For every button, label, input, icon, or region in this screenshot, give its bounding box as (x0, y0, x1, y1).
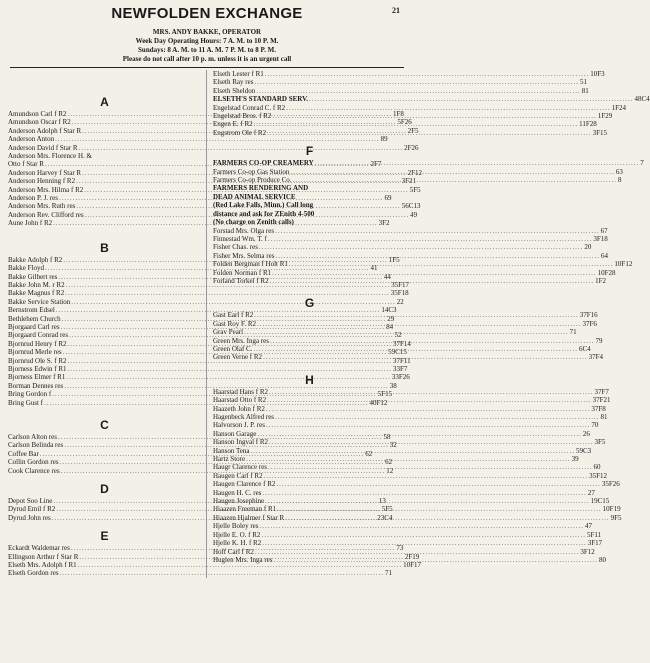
phone-number: 6C4 (578, 344, 591, 353)
listing-name: Farmers Co-op Gas Station (213, 167, 290, 176)
listing-name: Collin Gordon res (8, 458, 59, 467)
leader-dots (315, 159, 640, 167)
listing-name: Hiaazen Hjalmer f Star R (213, 513, 285, 522)
sunday-hours: Sundays: 8 A. M. to 11 A. M. 7 P. M. to 8 P. M. (138, 46, 276, 54)
listing-name: Bjorness Edwin f R1 (8, 364, 67, 373)
phone-number: 79 (595, 336, 603, 345)
listing-name: Finnestad Wm. T. f (213, 234, 267, 243)
listing-name: Green Olaf C. (213, 344, 253, 353)
listing-row (213, 226, 608, 235)
phone-number: 49 (410, 210, 418, 219)
leader-dots (265, 497, 590, 505)
listing-name: Otto f Star R (8, 160, 44, 169)
phone-number: 3F18 (593, 234, 608, 243)
phone-number: 2F19 (404, 552, 420, 561)
listing-name: Bjorness Elmer f R1 (8, 373, 66, 382)
leader-dots (276, 480, 601, 488)
leader-dots (268, 235, 593, 243)
listing-name: Cook Clarence res (8, 466, 60, 475)
leader-dots (257, 430, 582, 438)
exchange-title: NEWFOLDEN EXCHANGE (111, 5, 303, 22)
listing-row (213, 539, 603, 548)
leader-dots (251, 447, 576, 455)
listing-name: Bjornrud Merle res (8, 348, 62, 357)
listing-name: Haarstad Hans f R2 (213, 387, 269, 396)
leader-dots (272, 269, 597, 277)
listing-row (213, 251, 608, 260)
leader-dots (267, 126, 592, 137)
listing-name: Anderson Mrs. Florence H. & (8, 152, 92, 161)
listing-name: Anderson Harvey f Star R (8, 168, 82, 177)
listing-row (8, 289, 409, 298)
listing-name: Fisher Mrs. Selma res (213, 251, 275, 260)
listing-name: Bakke Adolph f R2 (8, 255, 63, 264)
listing-name: Carlson Alton res (8, 433, 57, 441)
section-letter-h: H (305, 372, 314, 387)
weekday-hours: Week Day Operating Hours: 7 A. M. to 10 P. M. (135, 37, 279, 45)
listing-name: Engelstad Conrad C. f R2 (213, 103, 286, 112)
phone-number: 38 (389, 381, 397, 390)
phone-number: 3F12 (580, 547, 595, 556)
phone-number: 2F7 (370, 160, 382, 169)
leader-dots (254, 311, 579, 319)
listing-row (8, 561, 422, 570)
phone-number: 10F3 (590, 70, 605, 78)
phone-number: 67 (600, 226, 608, 235)
leader-dots (309, 95, 634, 103)
phone-number: 64 (600, 251, 608, 260)
listing-name: Hartz Store (213, 455, 246, 464)
listing-row (8, 381, 397, 390)
phone-number: 32 (389, 441, 397, 450)
leader-dots (266, 405, 591, 413)
listing-name: Elseth Lester f R1 (213, 70, 264, 78)
phone-number: 37F14 (393, 339, 411, 348)
leader-dots (246, 455, 571, 463)
listing-name: Depot Soo Line (8, 497, 53, 506)
page-header (8, 4, 406, 24)
leader-dots (267, 396, 592, 404)
listing-name: Folden Bergman f Holt R1 (213, 260, 288, 269)
leader-dots (293, 176, 618, 184)
page-number: 21 (392, 6, 400, 15)
leader-dots (272, 112, 597, 120)
phone-number: 37F4 (588, 353, 603, 362)
phone-number: 89 (380, 135, 388, 144)
listing-row (213, 455, 579, 464)
phone-number: 5F11 (586, 530, 602, 539)
leader-dots (244, 328, 569, 336)
section-letter-e: E (100, 529, 109, 544)
listing-name: Bakke Service Station (8, 297, 71, 306)
listing-name: Elseth Ray res (213, 78, 254, 87)
listing-name: Hjelle E. O. f R2 (213, 530, 261, 539)
leader-dots (257, 320, 582, 328)
phone-number: 12 (386, 466, 394, 475)
listing-name: Bakke Gilbert res (8, 272, 58, 281)
listing-row (213, 505, 621, 514)
phone-number: 1F8 (393, 110, 404, 118)
listing-name: Hiaazen Freeman f R1 (213, 505, 277, 514)
leader-dots (262, 489, 587, 497)
listing-row (213, 497, 610, 506)
listing-name: Elseth Gordon res (8, 569, 59, 578)
phone-number: 2F5 (407, 126, 419, 135)
call-notice: Please do not call after 10 p. m. unless it is an urgent call (122, 55, 292, 63)
phone-number: 80 (599, 555, 606, 564)
leader-dots (286, 104, 611, 112)
phone-number: 63 (615, 167, 623, 176)
leader-dots (259, 243, 584, 251)
phone-number: 5F26 (397, 118, 412, 127)
phone-number: 35F26 (601, 480, 620, 489)
listing-name: Folden Norman f R1 (213, 268, 272, 277)
leader-dots (289, 260, 614, 268)
listing-row (8, 297, 404, 306)
phone-number: 35F17 (391, 280, 409, 289)
listing-name: Anderson Mrs. Ruth res (8, 202, 76, 211)
phone-number: 69 (384, 194, 392, 203)
listing-row (8, 306, 397, 315)
section-letter-d: D (100, 482, 109, 497)
phone-number: 37F8 (591, 404, 606, 413)
phone-number: 51 (579, 78, 587, 87)
listing-row (213, 184, 406, 192)
listing-name: Haugen H. C. res (213, 488, 262, 497)
leader-dots (253, 345, 578, 353)
section-letter-a: A (100, 95, 109, 109)
phone-number: 3F17 (587, 539, 603, 548)
phone-number: 1F5 (388, 255, 400, 264)
listing-name: Haarstad Otto f R2 (213, 396, 267, 405)
listing-row (8, 143, 419, 152)
operator-name: MRS. ANDY BAKKE, OPERATOR (152, 28, 262, 36)
listing-row (213, 480, 620, 489)
phone-number: 5F5 (381, 505, 393, 514)
listing-name: Bakke John M. r R2 (8, 280, 65, 289)
listing-name: Carlson Belinda res (8, 441, 64, 450)
leader-dots (266, 421, 591, 429)
phone-number: 84 (386, 322, 394, 331)
listing-row (213, 396, 611, 405)
listing-name: Hanson Garage (213, 429, 257, 438)
listing-name: Anderson Adolph f Star R (8, 126, 82, 135)
leader-dots (256, 87, 581, 95)
listing-name: Haugen Josephine (213, 497, 265, 506)
leader-dots (285, 514, 610, 522)
listing-name: (No charge on Zenith calls) (213, 218, 294, 227)
phone-number: 10F28 (597, 268, 616, 277)
phone-number: 47 (585, 522, 592, 531)
phone-number: 1F24 (611, 103, 627, 112)
listing-name: Hagenbeck Alfred res (213, 413, 275, 421)
phone-number: 58 (383, 433, 391, 441)
listing-name: Bernstrom Edsel (8, 306, 55, 315)
listing-name: Hjelle K. H. f R2 (213, 539, 262, 548)
listing-row (213, 103, 627, 112)
listing-row (8, 569, 393, 578)
leader-dots (262, 539, 587, 547)
listing-name: Gast Roy F. R2 (213, 319, 257, 328)
listing-name: Engen E. f R2 (213, 120, 253, 129)
listing-name: Elseth Mrs. Adolph f R1 (8, 561, 77, 570)
listing-row (8, 373, 410, 382)
listing-name: Forland Torkel f R2 (213, 276, 269, 285)
phone-number: 62 (365, 449, 373, 458)
listing-name: Bakke Floyd (8, 264, 44, 273)
phone-number: 14C3 (381, 306, 397, 315)
listing-name: Elseth Sheldon (213, 86, 256, 95)
listing-name: Haazeth John f R2 (213, 404, 265, 413)
phone-number: 23C4 (377, 513, 393, 522)
listing-row (213, 471, 607, 480)
phone-number: 2F12 (407, 168, 422, 177)
listing-name: Dyrud Emil f R2 (8, 505, 56, 514)
phone-number: 22 (396, 297, 404, 306)
leader-dots (261, 531, 586, 539)
phone-number: 41 (370, 264, 378, 273)
phone-number: 71 (385, 569, 393, 578)
leader-dots (260, 522, 585, 530)
leader-dots (269, 438, 594, 446)
section-letter-b: B (100, 240, 109, 255)
listing-name: Haugr Clarence res (213, 463, 268, 472)
listing-row (213, 70, 605, 78)
phone-number: 62 (385, 458, 393, 467)
listing-name: Amundson Oscar f R2 (8, 118, 71, 127)
listing-name: Hoff Carl f R2 (213, 547, 254, 556)
listing-row (213, 210, 406, 218)
phone-number: 40F12 (369, 398, 388, 407)
leader-dots (264, 472, 589, 480)
listing-name: Forstad Mrs. Olga res (213, 226, 275, 235)
leader-dots (275, 227, 600, 235)
listing-row (213, 530, 602, 539)
listing-name: Dyrud John res (8, 513, 51, 522)
listing-name: Haugen Clarence f R2 (213, 480, 276, 489)
listing-row (213, 193, 406, 201)
listing-row (213, 429, 590, 438)
listing-name: (Red Lake Falls, Minn.) Call long (213, 201, 314, 210)
listing-row (213, 413, 608, 421)
listing-name: Gast Earl f R2 (213, 311, 254, 320)
listing-name: ELSETH'S STANDARD SERV. (213, 95, 308, 104)
header-divider (10, 67, 404, 68)
listing-name: Bjornrud Henry f R2 (8, 339, 67, 348)
phone-number: 33F26 (391, 373, 410, 382)
phone-number: 73 (396, 544, 404, 553)
listing-name: DEAD ANIMAL SERVICE (213, 192, 296, 201)
listing-name: Hjelle Boley res (213, 522, 259, 531)
phone-number: 59C15 (388, 348, 407, 357)
listing-name: Bjornrud Ole S. f R2 (8, 356, 67, 365)
listing-name: Fisher Chas. res (213, 243, 258, 252)
listing-row (213, 86, 589, 95)
phone-number: 37F11 (393, 356, 411, 365)
listing-name: Bjorgaard Conrad res (8, 331, 69, 340)
leader-dots (270, 277, 595, 285)
phone-number: 5F5 (409, 185, 421, 194)
phone-number: 35F18 (390, 289, 409, 298)
listing-row (8, 152, 201, 160)
listing-row (213, 547, 595, 556)
listing-row (213, 438, 606, 447)
listing-name: FARMERS CO-OP CREAMERY (213, 159, 314, 168)
listing-name: Haugen Carl f R2 (213, 471, 263, 480)
leader-dots (269, 388, 594, 399)
phone-number: 20 (584, 243, 592, 252)
listing-row (213, 522, 592, 531)
phone-number: 71 (569, 328, 577, 337)
listing-row (213, 159, 644, 168)
listing-row (213, 218, 406, 226)
leader-dots (255, 548, 580, 556)
listing-row (213, 463, 601, 472)
phone-number: 26 (582, 429, 590, 438)
listing-name: Borman Dennes res (8, 381, 64, 390)
operator-info (8, 28, 406, 64)
phone-number: 3F15 (592, 128, 607, 137)
leader-dots (277, 505, 602, 513)
listing-name: Bethlehem Church (8, 314, 61, 323)
listing-row (213, 311, 598, 320)
leader-dots (275, 413, 600, 421)
listing-row (213, 404, 606, 413)
listing-name: Anderson Mrs. Hilma f R2 (8, 185, 84, 194)
listing-row (213, 328, 577, 337)
listing-name: Bring Gust f (8, 398, 43, 407)
leader-dots (254, 78, 579, 86)
phone-number: 70 (591, 421, 599, 430)
listing-name: Farmers Co-op Produce Co. (213, 176, 292, 185)
phone-number: 39 (571, 455, 579, 464)
phone-number: 1F29 (597, 112, 613, 121)
phone-number: 37F21 (592, 396, 611, 405)
listing-name: Anderson P. J. res (8, 194, 58, 203)
listing-name: Coffee Bar (8, 449, 39, 458)
listing-row (8, 364, 408, 373)
phone-number: 2F26 (404, 143, 419, 152)
phone-number: 19C15 (590, 497, 610, 506)
phone-number: 1F2 (595, 276, 606, 285)
leader-dots (275, 252, 600, 260)
phone-number: 52 (394, 331, 402, 340)
phone-number: 10F17 (403, 561, 422, 570)
listing-name: Grav Pearl (213, 328, 244, 337)
listing-name: Anderson Anton (8, 135, 55, 144)
phone-number: 44 (383, 272, 391, 281)
leader-dots (263, 353, 588, 361)
phone-number: 29 (387, 314, 395, 323)
phone-number: 37F6 (582, 319, 597, 328)
listing-name: Anderson Henning f R2 (8, 177, 76, 186)
listing-name: Hanson Ingval f R2 (213, 438, 269, 447)
listing-name: Aune John f R2 (8, 219, 53, 228)
listing-name: Huglen Mrs. Inga res (213, 555, 273, 564)
phone-number: 13 (378, 497, 386, 506)
phone-number: 3F5 (594, 438, 606, 447)
listing-columns (8, 70, 650, 578)
listing-name: Engstrom Ole f R2 (213, 128, 267, 137)
listing-row (213, 201, 406, 209)
listing-name: Bjorgaard Carl res (8, 322, 60, 331)
listing-name: Bakke Magnus f R2 (8, 289, 65, 298)
section-letter-c: C (100, 418, 109, 432)
leader-dots (270, 337, 595, 345)
listing-row (213, 488, 595, 497)
listing-name: Eckardt Waldemar res (8, 544, 70, 553)
phone-number: 81 (600, 413, 608, 421)
phone-number: 8 (618, 176, 622, 185)
phone-number: 10F12 (614, 260, 633, 269)
phone-number: 56C13 (401, 202, 421, 211)
leader-dots (265, 70, 590, 78)
listing-row (213, 112, 613, 121)
section-letter-f: F (305, 144, 314, 159)
listing-row (213, 344, 591, 353)
listing-row (213, 243, 592, 252)
phone-number: 5F15 (377, 390, 393, 399)
phone-number: 3F21 (401, 177, 416, 186)
listing-row (213, 446, 592, 455)
listing-name: Ellingson Arthur f Star R (8, 552, 79, 561)
leader-dots (290, 168, 615, 176)
listing-row (213, 421, 599, 430)
phone-number: 59C3 (576, 446, 592, 455)
listing-name: Bring Gordon f (8, 390, 52, 399)
listing-name: Green Mrs. Inga res (213, 336, 269, 345)
leader-dots (274, 556, 599, 564)
listing-name: Anderson Rev. Clifford res (8, 210, 84, 219)
listing-row (213, 234, 608, 243)
phone-number: 27 (587, 488, 595, 497)
phone-number: 3F2 (378, 219, 390, 228)
phone-number: 9F5 (610, 513, 622, 522)
phone-number: 35F12 (589, 471, 607, 480)
phone-number: 60 (593, 463, 601, 472)
phone-number: 48C4 (634, 95, 650, 104)
section-letter-g: G (304, 296, 315, 311)
phone-number: 11F28 (579, 120, 597, 129)
leader-dots (254, 120, 579, 128)
listing-name: Hanson Tena (213, 446, 250, 455)
phone-number: 37F16 (579, 311, 598, 320)
listing-name: distance and ask for ZEnith 4-500 (213, 209, 315, 218)
listing-name: Engelstad Bros. f R2 (213, 112, 272, 121)
phone-number: 37F7 (594, 387, 609, 396)
listing-row (8, 135, 388, 144)
listing-name: Green Verne f R2 (213, 353, 263, 362)
listing-row (213, 387, 609, 399)
listing-row (213, 78, 587, 87)
listing-row (213, 95, 650, 104)
listing-row (213, 319, 597, 328)
phone-number: 7 (640, 159, 644, 168)
phone-number: 33F7 (393, 364, 408, 373)
listing-name: Halvorson J. P. res (213, 421, 265, 430)
phone-number: 10F19 (602, 505, 621, 514)
phone-number: 81 (581, 86, 589, 95)
listing-row (213, 513, 622, 522)
listing-name: Anderson David f Star R (8, 143, 78, 152)
listing-name: Amundson Carl f R2 (8, 110, 67, 118)
leader-dots (268, 463, 593, 471)
listing-name: FARMERS RENDERING AND (213, 184, 309, 193)
